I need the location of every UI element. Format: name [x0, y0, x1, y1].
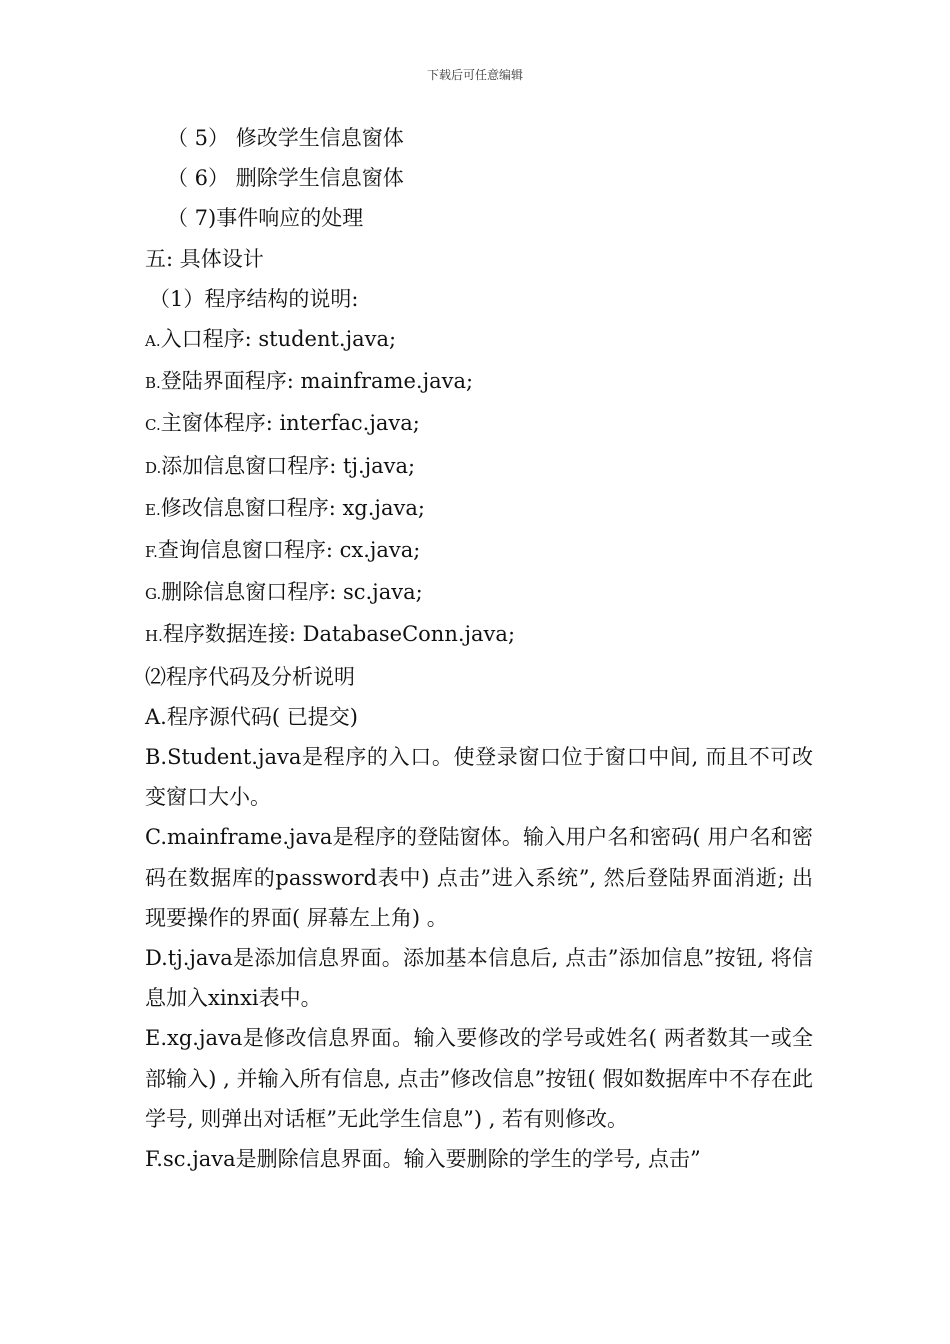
item-marker: G.: [145, 585, 162, 604]
item-text: 添加信息窗口程序: tj.java;: [161, 453, 416, 478]
item-text: 登陆界面程序: mainframe.java;: [160, 369, 474, 394]
paragraph-f: F.sc.java是删除信息界面。输入要删除的学生的学号, 点击”: [145, 1147, 701, 1172]
item-marker: E.: [145, 500, 161, 519]
paragraph-a: A.程序源代码( 已提交): [145, 704, 358, 729]
item-marker: C.: [145, 416, 161, 435]
file-item-b: [145, 361, 813, 403]
item-text: 查询信息窗口程序: cx.java;: [157, 538, 421, 563]
file-item-e: [145, 488, 813, 530]
file-item-h: [145, 614, 813, 656]
file-item-a: [145, 319, 813, 361]
list-item-7: （ 7)事件响应的处理: [167, 206, 364, 231]
document-body: [145, 118, 813, 1179]
subsection-heading-1: （1）程序结构的说明:: [149, 286, 359, 311]
file-item-c: [145, 403, 813, 445]
list-item-5: （ 5） 修改学生信息窗体: [167, 126, 404, 150]
section-heading-5: 五: 具体设计: [145, 246, 264, 271]
item-text: 程序数据连接: DatabaseConn.java;: [162, 622, 516, 647]
paragraph-e: E.xg.java是修改信息界面。输入要修改的学号或姓名( 两者数其一或全部输入) , 并输入所有信息, 点击”修改信息”按钮( 假如数据库中不存在此学号, 则弹出对话框”无此学生信息”) , 若有则修改。: [145, 1026, 813, 1131]
item-marker: D.: [145, 458, 162, 477]
list-item-6: （ 6） 删除学生信息窗体: [167, 166, 404, 191]
item-text: 修改信息窗口程序: xg.java;: [160, 495, 425, 520]
item-marker: B.: [145, 374, 161, 393]
file-item-d: [145, 446, 813, 488]
paragraph-b: B.Student.java是程序的入口。使登录窗口位于窗口中间, 而且不可改变窗口大小。: [145, 745, 813, 810]
item-marker: A.: [145, 332, 161, 351]
item-marker: H.: [145, 627, 163, 646]
paragraph-c: C.mainframe.java是程序的登陆窗体。输入用户名和密码( 用户名和密码在数据库的password表中) 点击”进入系统”, 然后登陆界面消逝; 出现要操作的界面( 屏幕左上角) 。: [145, 825, 813, 930]
file-item-f: [145, 530, 813, 572]
file-item-g: [145, 572, 813, 614]
item-marker: F.: [145, 543, 158, 562]
page-header: 下载后可任意编辑: [426, 68, 523, 82]
item-text: 主窗体程序: interfac.java;: [160, 411, 420, 436]
item-text: 入口程序: student.java;: [160, 327, 397, 352]
paragraph-d: D.tj.java是添加信息界面。添加基本信息后, 点击”添加信息”按钮, 将信息加入xinxi表中。: [145, 946, 813, 1011]
subsection-heading-2: ⑵程序代码及分析说明: [145, 664, 355, 689]
item-text: 删除信息窗口程序: sc.java;: [161, 580, 423, 605]
